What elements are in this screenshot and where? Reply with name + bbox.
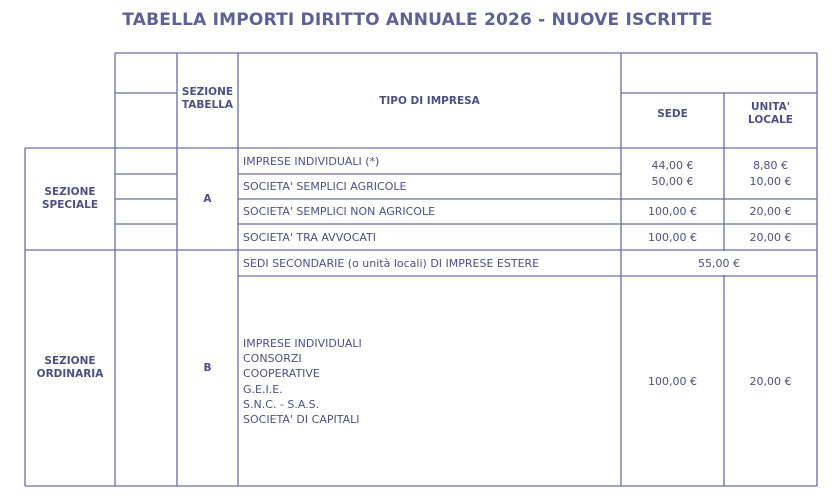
list-item: SOCIETA' DI CAPITALI xyxy=(243,413,360,427)
row-ul-6: 20,00 € xyxy=(749,375,792,388)
row-sede-2: 50,00 € xyxy=(651,175,694,188)
row-tipo-2: SOCIETA' SEMPLICI AGRICOLE xyxy=(243,180,407,193)
row-tipo-5: SEDI SECONDARIE (o unità locali) DI IMPRESE ESTERE xyxy=(243,257,540,270)
row-sede-3: 100,00 € xyxy=(648,205,697,218)
header-sede: SEDE xyxy=(657,108,688,120)
section-speciale-label: SEZIONE SPECIALE xyxy=(41,186,99,211)
list-item: G.E.I.E. xyxy=(243,382,283,396)
row-5-merged-amount: 55,00 € xyxy=(698,257,740,270)
row-ul-4: 20,00 € xyxy=(749,231,792,244)
list-item: CONSORZI xyxy=(243,352,302,366)
section-ordinaria-label: SEZIONE ORDINARIA xyxy=(36,355,104,380)
row-tipo-3: SOCIETA' SEMPLICI NON AGRICOLE xyxy=(243,205,436,218)
header-unita-locale: UNITA' LOCALE xyxy=(748,101,793,126)
row-ul-2: 10,00 € xyxy=(749,175,792,188)
row-ul-1: 8,80 € xyxy=(753,159,788,172)
row-tipo-4: SOCIETA' TRA AVVOCATI xyxy=(243,231,377,244)
list-item: S.N.C. - S.A.S. xyxy=(243,397,320,411)
header-tipo-impresa: TIPO DI IMPRESA xyxy=(379,95,480,107)
page-title: TABELLA IMPORTI DIRITTO ANNUALE 2026 - NUOVE ISCRITTE xyxy=(122,10,713,30)
row-ul-3: 20,00 € xyxy=(749,205,792,218)
row-sede-4: 100,00 € xyxy=(648,231,697,244)
tabella-a-label: A xyxy=(203,193,212,205)
row-sede-1: 44,00 € xyxy=(651,159,694,172)
row-tipo-1: IMPRESE INDIVIDUALI (*) xyxy=(243,155,380,168)
row-sede-6: 100,00 € xyxy=(648,375,697,388)
list-item: COOPERATIVE xyxy=(243,367,320,381)
header-sezione-tabella: SEZIONE TABELLA xyxy=(181,86,234,111)
row-tipo-6-list xyxy=(243,336,362,427)
list-item: IMPRESE INDIVIDUALI xyxy=(243,337,362,350)
tabella-b-label: B xyxy=(203,362,212,374)
